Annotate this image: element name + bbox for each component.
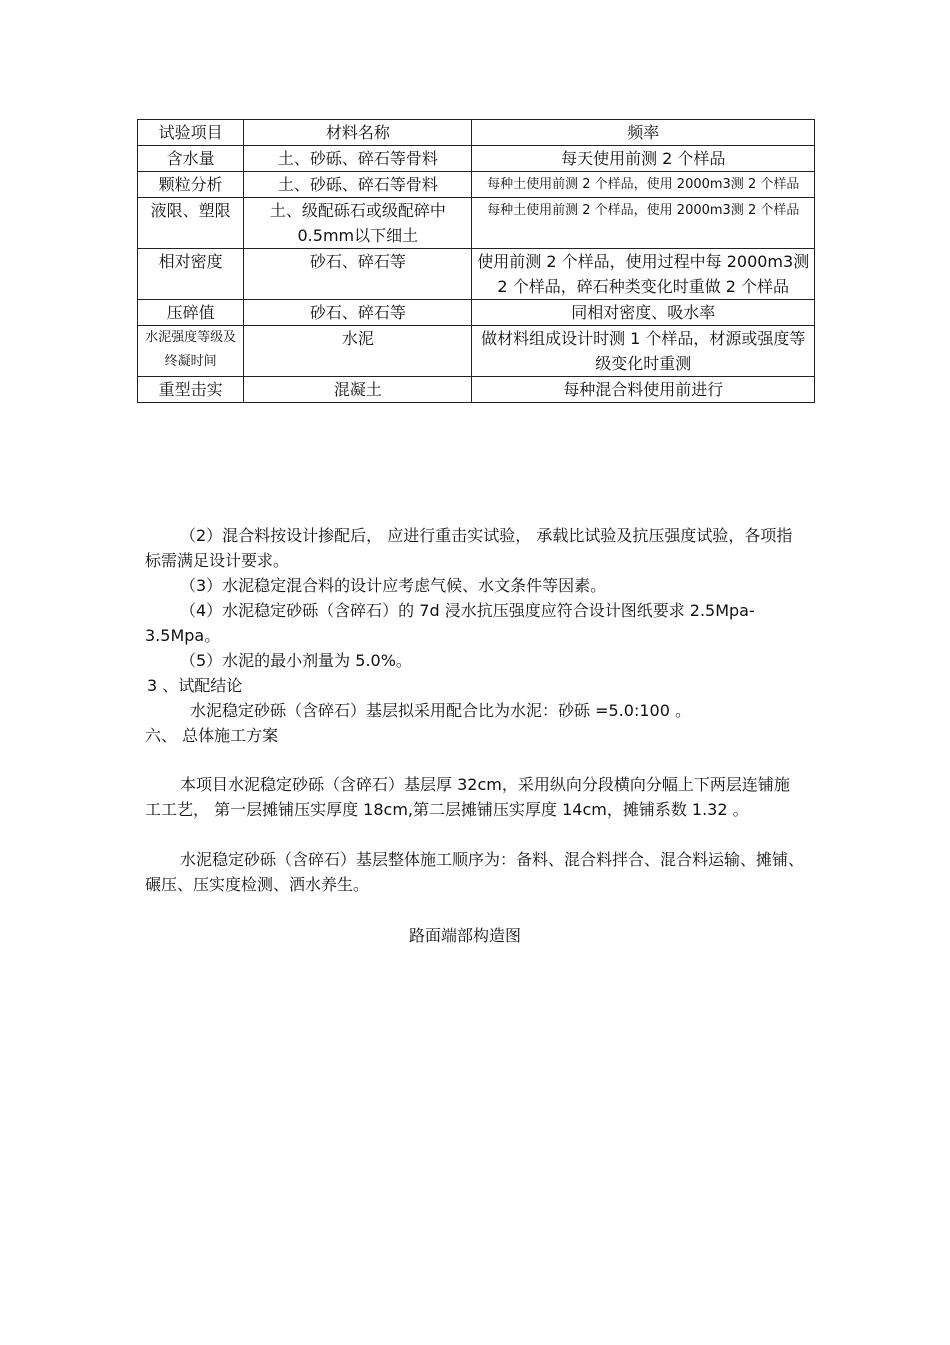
table-row [138,300,815,326]
cell-material: 混凝土 [244,377,472,403]
cell-item: 液限、塑限 [138,198,244,249]
figure-caption: 路面端部构造图 [408,926,521,945]
paragraph-6: 水泥稳定砂砾（含碎石）基层拟采用配合比为水泥：砂砾 =5.0:100 。 [190,701,691,720]
section-heading-six: 六、 总体施工方案 [145,726,279,745]
cell-frequency: 每种混合料使用前进行 [472,377,815,403]
table-row [138,146,815,172]
header-test-item: 试验项目 [138,120,244,146]
cell-material: 土、砂砾、碎石等骨料 [244,146,472,172]
cell-item: 相对密度 [138,249,244,300]
paragraph-8: 水泥稳定砂砾（含碎石）基层整体施工顺序为：备料、混合料拌合、混合料运输、摊铺、碾压、压实度检测、洒水养生。 [145,850,805,894]
table-row [138,172,815,198]
header-frequency: 频率 [472,120,815,146]
paragraph-3: （3）水泥稳定混合料的设计应考虑气候、水文条件等因素。 [180,576,607,595]
paragraph-7: 本项目水泥稳定砂砾（含碎石）基层厚 32cm，采用纵向分段横向分幅上下两层连铺施工工艺， 第一层摊铺压实厚度 18cm,第二层摊铺压实厚度 14cm，摊铺系数 1.32 。 [145,775,790,819]
cell-frequency: 做材料组成设计时测 1 个样品，材源或强度等级变化时重测 [472,326,815,377]
header-material-name: 材料名称 [244,120,472,146]
table-row [138,326,815,377]
paragraph-5: （5）水泥的最小剂量为 5.0%。 [180,651,412,670]
cell-frequency: 每种土使用前测 2 个样品，使用 2000m3测 2 个样品 [472,172,815,198]
cell-item: 压碎值 [138,300,244,326]
table-row [138,377,815,403]
cell-material: 水泥 [244,326,472,377]
section-heading-3: 3 、试配结论 [147,676,243,695]
cell-frequency: 同相对密度、吸水率 [472,300,815,326]
cell-material: 砂石、碎石等 [244,249,472,300]
cell-item: 颗粒分析 [138,172,244,198]
cell-frequency: 每天使用前测 2 个样品 [472,146,815,172]
cell-material: 土、砂砾、碎石等骨料 [244,172,472,198]
cell-item: 重型击实 [138,377,244,403]
cell-frequency: 使用前测 2 个样品，使用过程中每 2000m3测 2 个样品，碎石种类变化时重做 2 个样品 [472,249,815,300]
table-row [138,198,815,249]
cell-material: 土、级配砾石或级配碎中 0.5mm以下细土 [244,198,472,249]
paragraph-2: （2）混合料按设计掺配后， 应进行重击实试验， 承载比试验及抗压强度试验，各项指标需满足设计要求。 [145,526,793,570]
cell-material: 砂石、碎石等 [244,300,472,326]
cell-frequency: 每种土使用前测 2 个样品，使用 2000m3测 2 个样品 [472,198,815,249]
table-row [138,249,815,300]
cell-item: 含水量 [138,146,244,172]
paragraph-4: （4）水泥稳定砂砾（含碎石）的 7d 浸水抗压强度应符合设计图纸要求 2.5Mpa-3.5Mpa。 [145,601,755,645]
test-frequency-table [137,119,815,403]
table-header-row [138,120,815,146]
cell-item: 水泥强度等级及终凝时间 [138,326,244,377]
